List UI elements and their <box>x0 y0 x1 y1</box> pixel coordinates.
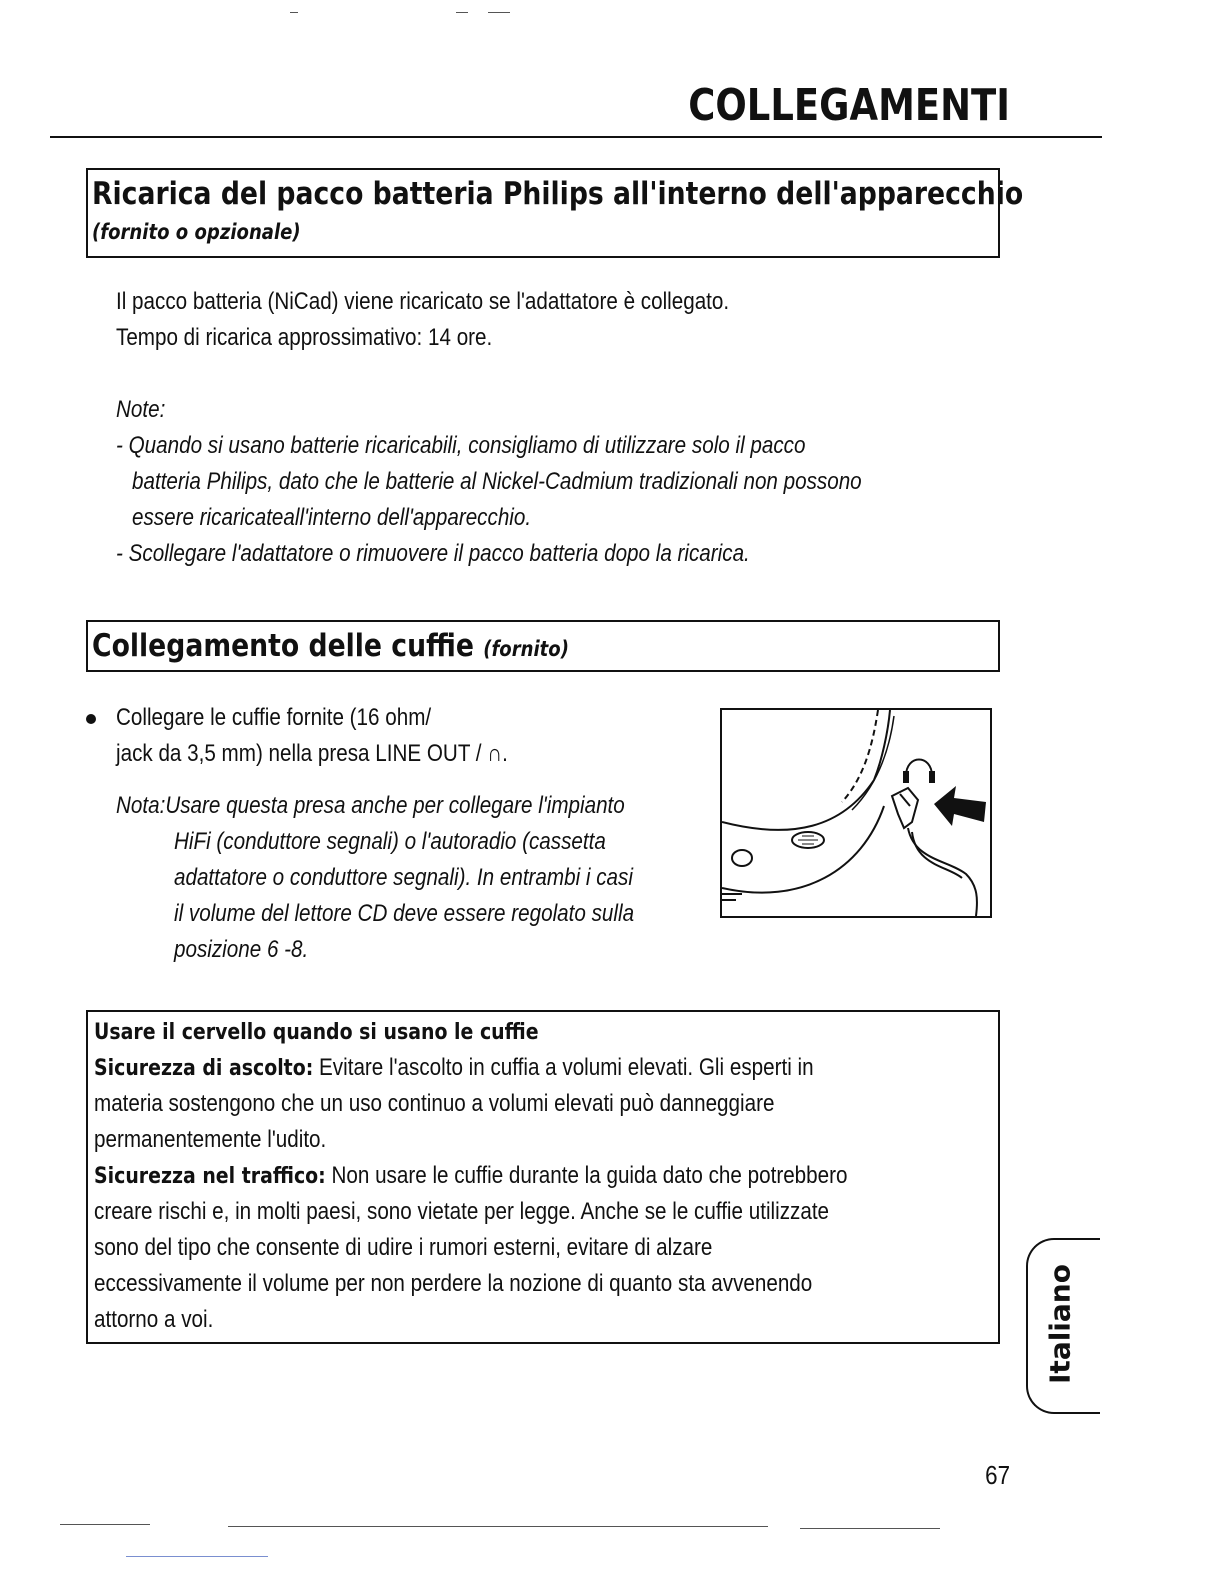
scan-artifact <box>488 12 510 13</box>
scan-artifact <box>126 1556 268 1557</box>
traffic-safety-label: Sicurezza nel traffico: <box>94 1164 326 1189</box>
section-battery-heading-box <box>86 168 1024 258</box>
section-battery-heading: Ricarica del pacco batteria Philips all'interno dell'apparecchio <box>92 176 1024 212</box>
headphones-note-line-5: posizione 6 -8. <box>174 936 309 963</box>
traffic-safety-line-1 <box>94 1162 847 1190</box>
listening-safety-line-2: materia sostengono che un uso continuo a volumi elevati può danneggiare <box>94 1090 775 1117</box>
traffic-safety-line-5: attorno a voi. <box>94 1306 214 1333</box>
battery-note-line-2: batteria Philips, dato che le batterie al Nickel-Cadmium tradizionali non possono <box>132 468 862 495</box>
safety-box <box>86 1010 1000 1344</box>
page-number: 67 <box>985 1460 1010 1490</box>
insert-arrow-icon <box>934 786 986 826</box>
section-headphones-heading <box>92 628 569 664</box>
listening-safety-line-1 <box>94 1054 814 1082</box>
page-title: COLLEGAMENTI <box>688 80 1010 131</box>
battery-note-line-1: - Quando si usano batterie ricaricabili, consigliamo di utilizzare solo il pacco <box>116 432 806 459</box>
section-headphones-heading-box <box>86 620 1000 672</box>
battery-body-line-2: Tempo di ricarica approssimativo: 14 ore. <box>116 324 493 351</box>
headphone-jack-illustration-svg <box>722 710 990 916</box>
headphones-bullet-line-2: jack da 3,5 mm) nella presa LINE OUT / ∩. <box>116 740 508 767</box>
battery-note-line-4: - Scollegare l'adattatore o rimuovere il pacco batteria dopo la ricarica. <box>116 540 750 567</box>
safety-heading <box>94 1018 539 1046</box>
scan-artifact <box>800 1528 940 1529</box>
traffic-safety-line-4: eccessivamente il volume per non perdere la nozione di quanto sta avvenendo <box>94 1270 813 1297</box>
headphones-note-line-1: Nota:Usare questa presa anche per collegare l'impianto <box>116 792 625 819</box>
language-side-tab-text: Italiano <box>1043 1264 1077 1384</box>
headphones-note-line-3: adattatore o conduttore segnali). In entrambi i casi <box>174 864 633 891</box>
headphone-jack-illustration <box>720 708 992 918</box>
battery-body-line-1: Il pacco batteria (NiCad) viene ricaricato se l'adattatore è collegato. <box>116 288 730 315</box>
player-edge-curve <box>722 710 890 830</box>
listening-safety-label: Sicurezza di ascolto: <box>94 1056 314 1081</box>
language-side-tab-label <box>1040 1264 1080 1384</box>
scan-artifact <box>456 12 468 13</box>
player-body-curve <box>722 806 884 893</box>
headphones-bullet-line-1: Collegare le cuffie fornite (16 ohm/ <box>116 704 432 731</box>
listening-safety-text-1: Evitare l'ascolto in cuffia a volumi elevati. Gli esperti in <box>313 1054 814 1081</box>
headphone-cable <box>908 828 977 916</box>
player-led-icon <box>732 850 752 866</box>
headphones-note-line-4: il volume del lettore CD deve essere regolato sulla <box>174 900 635 927</box>
listening-safety-line-3: permanentemente l'udito. <box>94 1126 327 1153</box>
scan-artifact <box>228 1526 768 1527</box>
section-headphones-heading-text: Collegamento delle cuffie <box>92 628 474 664</box>
traffic-safety-line-2: creare rischi e, in molti paesi, sono vietate per legge. Anche se le cuffie utilizzate <box>94 1198 830 1225</box>
scan-artifact <box>60 1524 150 1525</box>
header-rule <box>50 136 1102 138</box>
bullet-icon <box>86 714 96 724</box>
headphones-icon <box>906 760 932 777</box>
traffic-safety-line-3: sono del tipo che consente di udire i rumori esterni, evitare di alzare <box>94 1234 713 1261</box>
section-headphones-heading-suffix: (fornito) <box>483 637 569 661</box>
player-dashed-curve <box>842 710 878 802</box>
headphones-note-line-2: HiFi (conduttore segnali) o l'autoradio (cassetta <box>174 828 606 855</box>
battery-note-line-3: essere ricaricateall'interno dell'apparecchio. <box>132 504 532 531</box>
section-battery-subheading: (fornito o opzionale) <box>92 220 301 244</box>
safety-heading-text: Usare il cervello quando si usano le cuffie <box>94 1020 539 1045</box>
jack-plug-icon <box>892 788 918 828</box>
traffic-safety-text-1: Non usare le cuffie durante la guida dato che potrebbero <box>325 1162 848 1189</box>
battery-note-label: Note: <box>116 396 166 423</box>
scan-artifact <box>290 12 298 13</box>
